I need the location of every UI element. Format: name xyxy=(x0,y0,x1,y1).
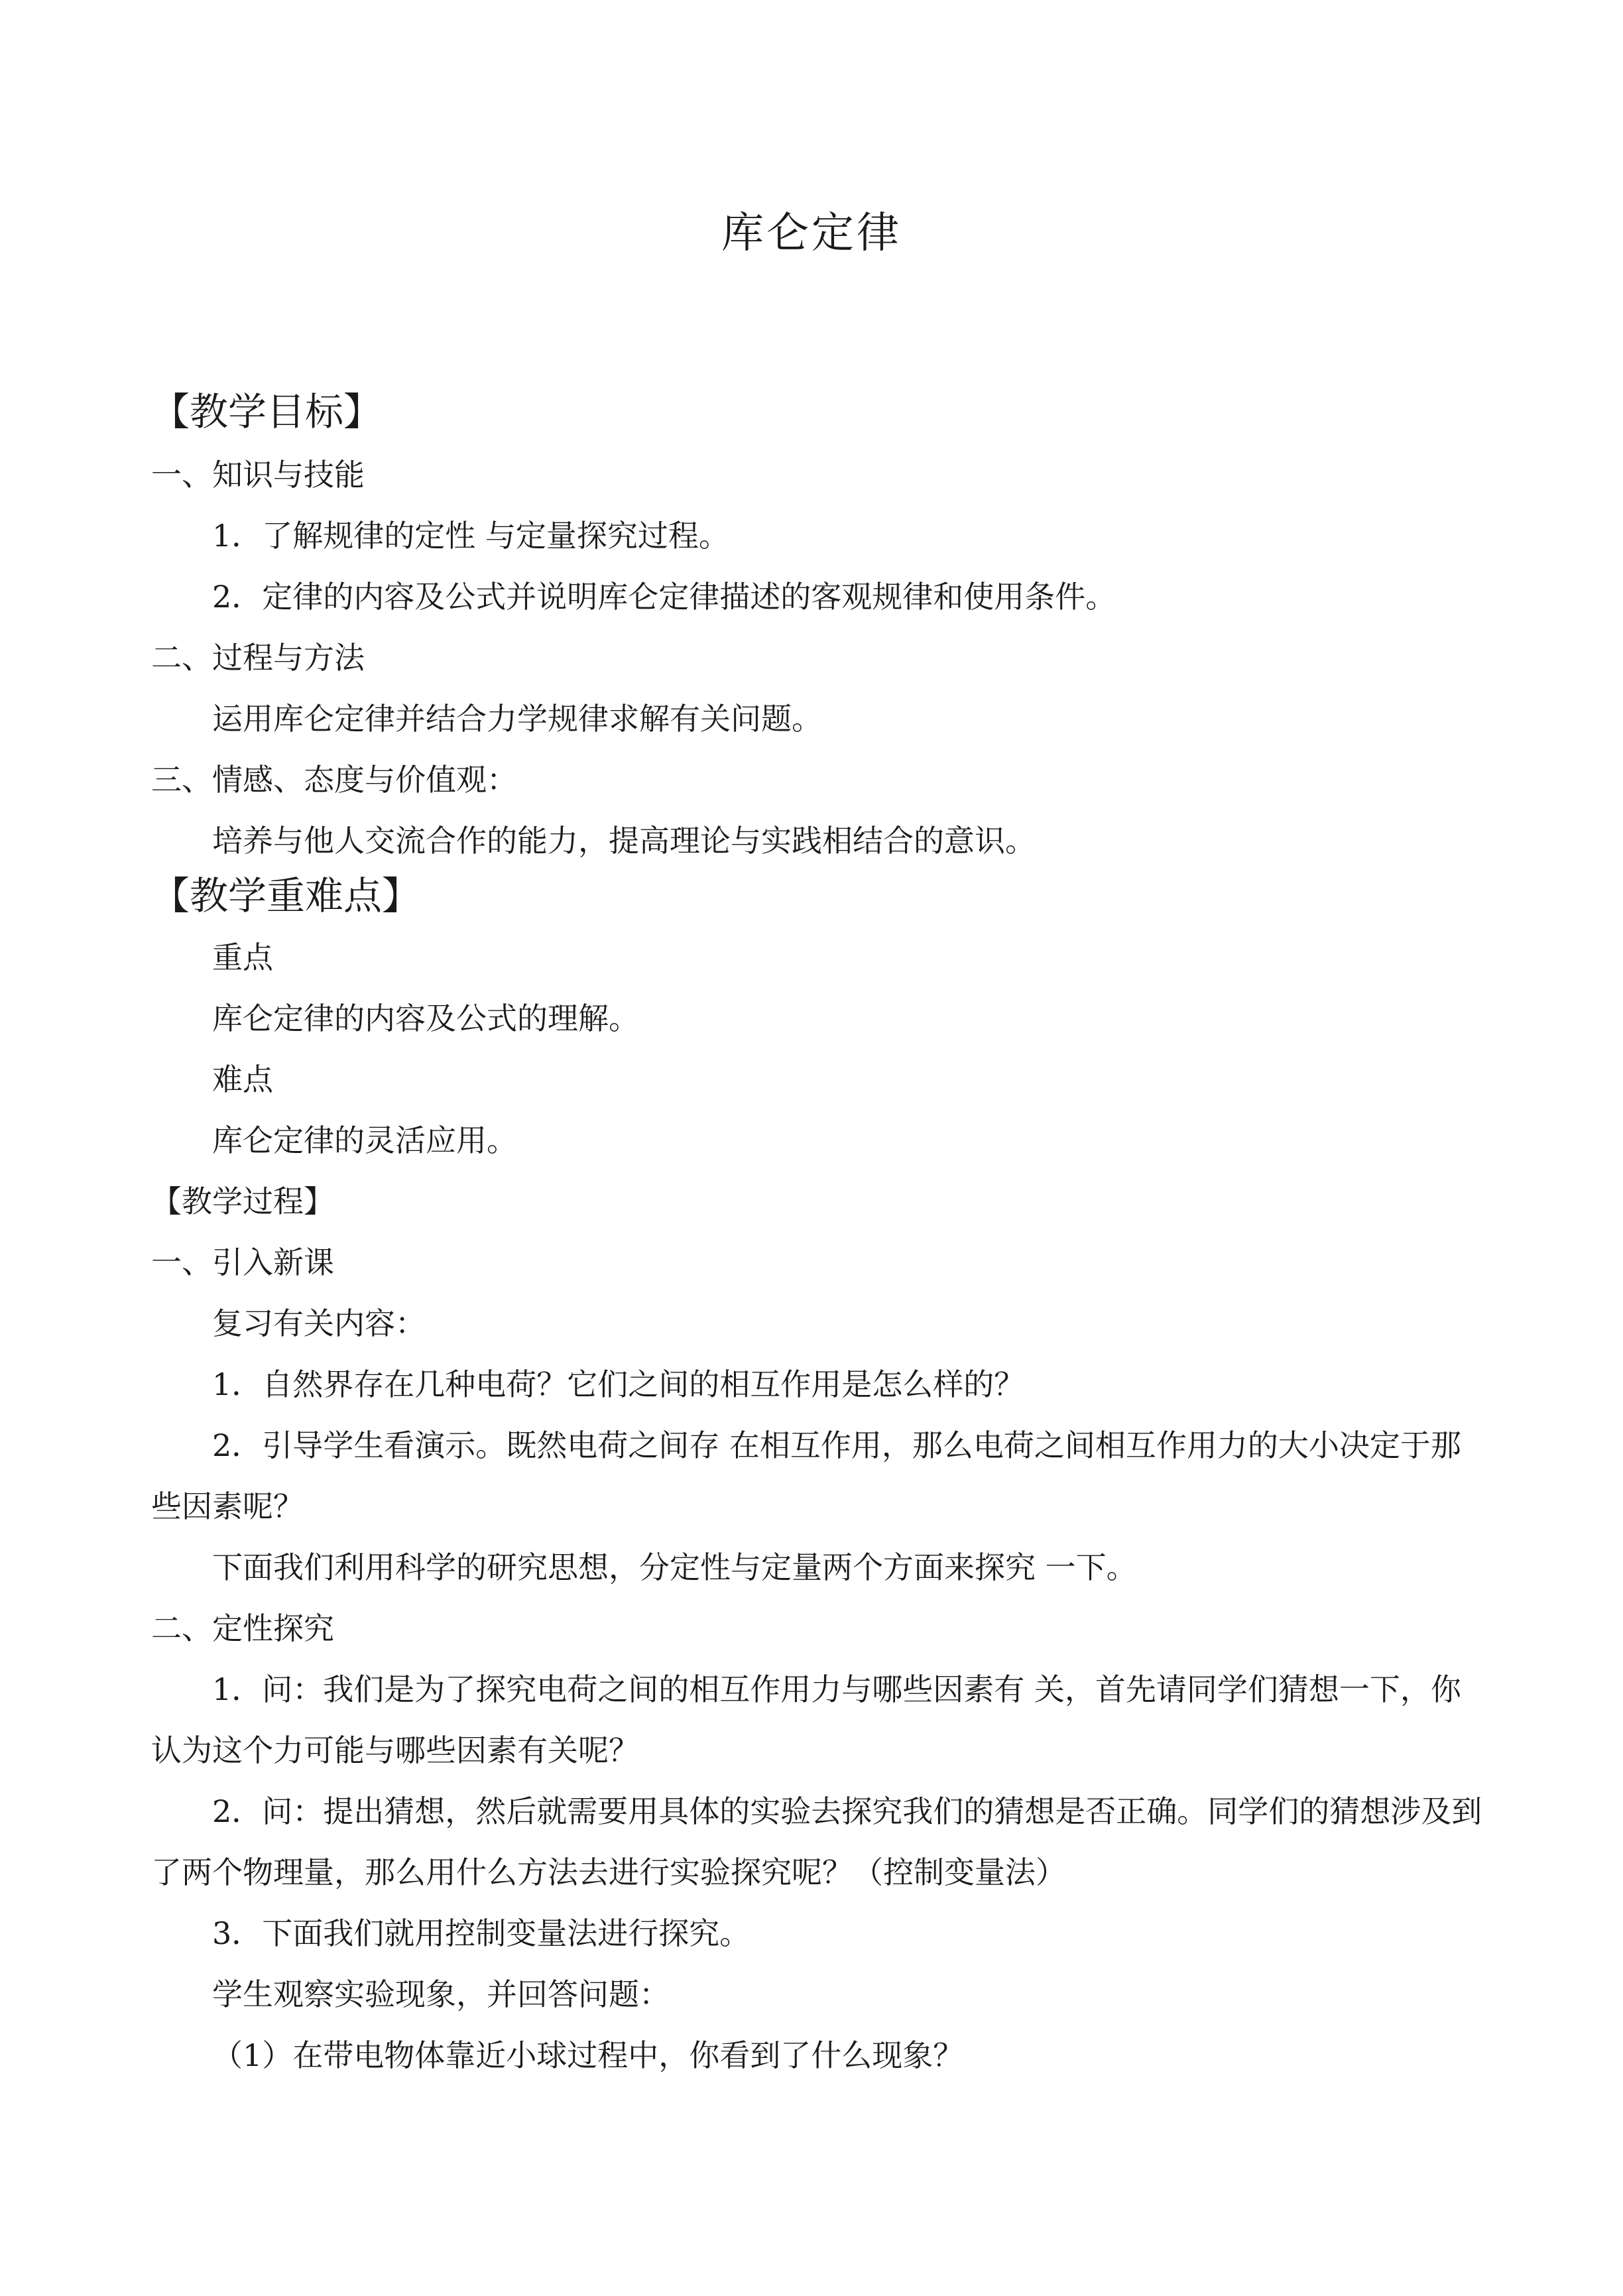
paragraph: 2．定律的内容及公式并说明库仑定律描述的客观规律和使用条件。 xyxy=(212,579,1116,615)
paragraph: 下面我们利用科学的研究思想，分定性与定量两个方面来探究 一下。 xyxy=(212,1549,1137,1585)
paragraph: 1．自然界存在几种电荷？它们之间的相互作用是怎么样的？ xyxy=(212,1366,1025,1402)
subheading-intro: 一、引入新课 xyxy=(151,1244,334,1280)
paragraph: 运用库仑定律并结合力学规律求解有关问题。 xyxy=(212,701,822,737)
section-heading-objectives: 【教学目标】 xyxy=(151,389,383,434)
subheading-process-method: 二、过程与方法 xyxy=(151,640,365,676)
paragraph: 培养与他人交流合作的能力，提高理论与实践相结合的意识。 xyxy=(212,823,1036,859)
section-heading-teaching-process: 【教学过程】 xyxy=(151,1183,334,1219)
paragraph: 1．了解规律的定性 与定量探究过程。 xyxy=(212,518,729,554)
paragraph: 复习有关内容： xyxy=(212,1305,426,1341)
paragraph: 库仑定律的内容及公式的理解。 xyxy=(212,1000,639,1036)
page-title: 库仑定律 xyxy=(721,209,902,258)
paragraph: 2．引导学生看演示。既然电荷之间存 在相互作用，那么电荷之间相互作用力的大小决定于那些因素呢？ xyxy=(151,1427,1461,1524)
subheading-qualitative-inquiry: 二、定性探究 xyxy=(151,1610,334,1646)
paragraph: 1．问：我们是为了探究电荷之间的相互作用力与哪些因素有 关，首先请同学们猜想一下，你认为这个力可能与哪些因素有关呢？ xyxy=(151,1671,1461,1768)
paragraph: （1）在带电物体靠近小球过程中，你看到了什么现象？ xyxy=(212,2037,964,2073)
paragraph: 库仑定律的灵活应用。 xyxy=(212,1122,517,1158)
label-difficult-point: 难点 xyxy=(212,1061,273,1097)
subheading-emotion-values: 三、情感、态度与价值观： xyxy=(151,762,517,798)
paragraph: 2．问：提出猜想，然后就需要用具体的实验去探究我们的猜想是否正确。同学们的猜想涉及到了两个物理量，那么用什么方法去进行实验探究呢？（控制变量法） xyxy=(151,1793,1482,1890)
section-heading-key-difficult-points: 【教学重难点】 xyxy=(151,873,421,918)
label-key-point: 重点 xyxy=(212,939,273,975)
paragraph: 学生观察实验现象，并回答问题： xyxy=(212,1976,670,2012)
subheading-knowledge-skills: 一、知识与技能 xyxy=(151,457,365,493)
paragraph: 3．下面我们就用控制变量法进行探究。 xyxy=(212,1915,751,1951)
